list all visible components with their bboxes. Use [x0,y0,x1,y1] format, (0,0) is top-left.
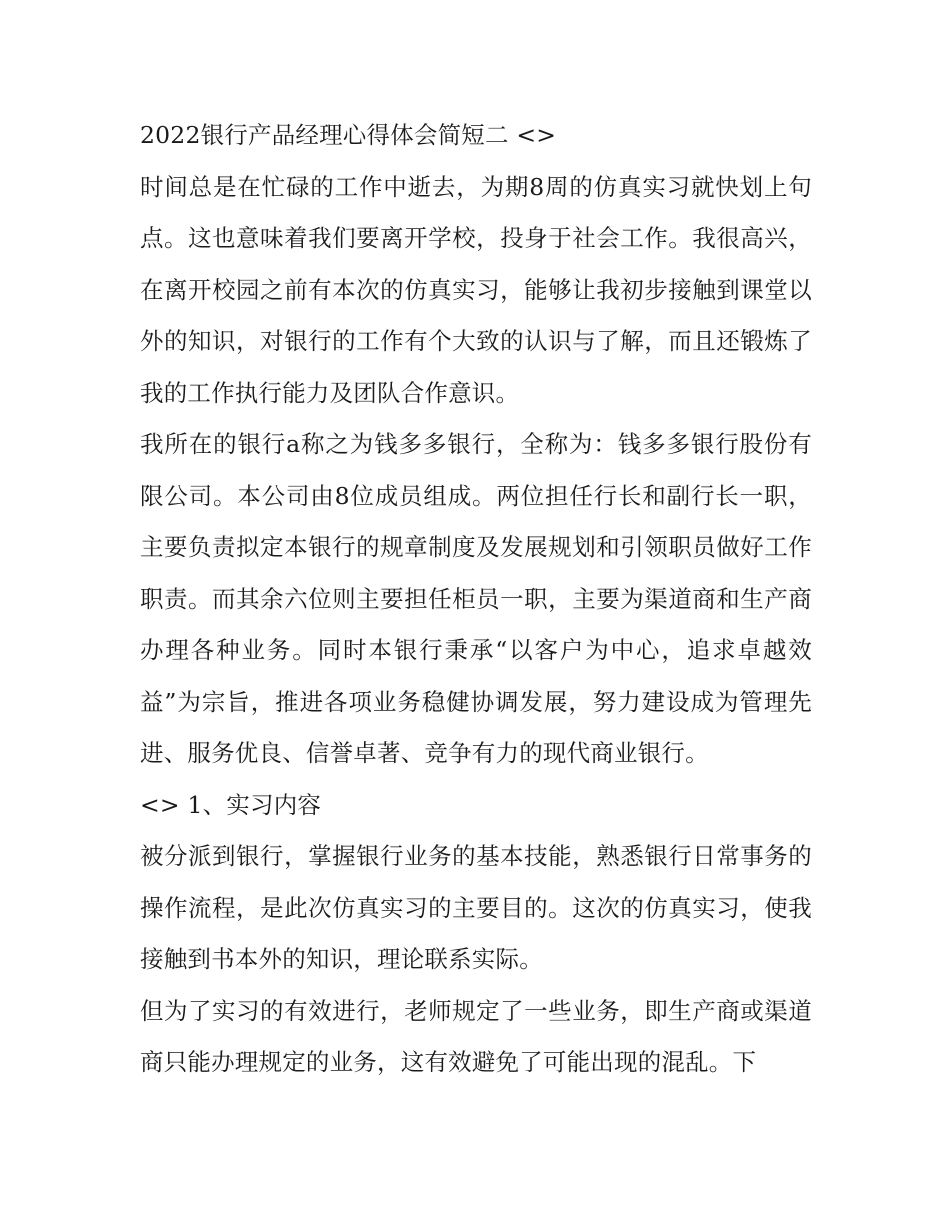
document-title: 2022银行产品经理心得体会简短二 <> [140,121,557,149]
paragraph-bank-description: 我所在的银行a称之为钱多多银行，全称为：钱多多银行股份有限公司。本公司由8位成员组成。两位担任行长和副行长一职，主要负责拟定本银行的规章制度及发展规划和引领职员做好工作职责。而其余六位则主要担任柜员一职，主要为渠道商和生产商办理各种业务。同时本银行秉承“以客户为中心，追求卓越效益”为宗旨，推进各项业务稳健协调发展，努力建设成为管理先进、服务优良、信誉卓著、竞争有力的现代商业银行。 [140,430,812,767]
paragraph-internship-rules: 但为了实习的有效进行，老师规定了一些业务，即生产商或渠道商只能办理规定的业务，这有效避免了可能出现的混乱。下 [140,996,812,1076]
section-heading-internship-content: <> 1、实习内容 [140,790,322,819]
paragraph-internship-intro: 时间总是在忙碌的工作中逝去，为期8周的仿真实习就快划上句点。这也意味着我们要离开学校，投身于社会工作。我很高兴，在离开校园之前有本次的仿真实习，能够让我初步接触到课堂以外的知识，对银行的工作有个大致的认识与了解，而且还锻炼了我的工作执行能力及团队合作意识。 [140,172,812,407]
document-body [140,110,812,1089]
paragraph-internship-purpose: 被分派到银行，掌握银行业务的基本技能，熟悉银行日常事务的操作流程，是此次仿真实习的主要目的。这次的仿真实习，使我接触到书本外的知识，理论联系实际。 [140,842,812,973]
